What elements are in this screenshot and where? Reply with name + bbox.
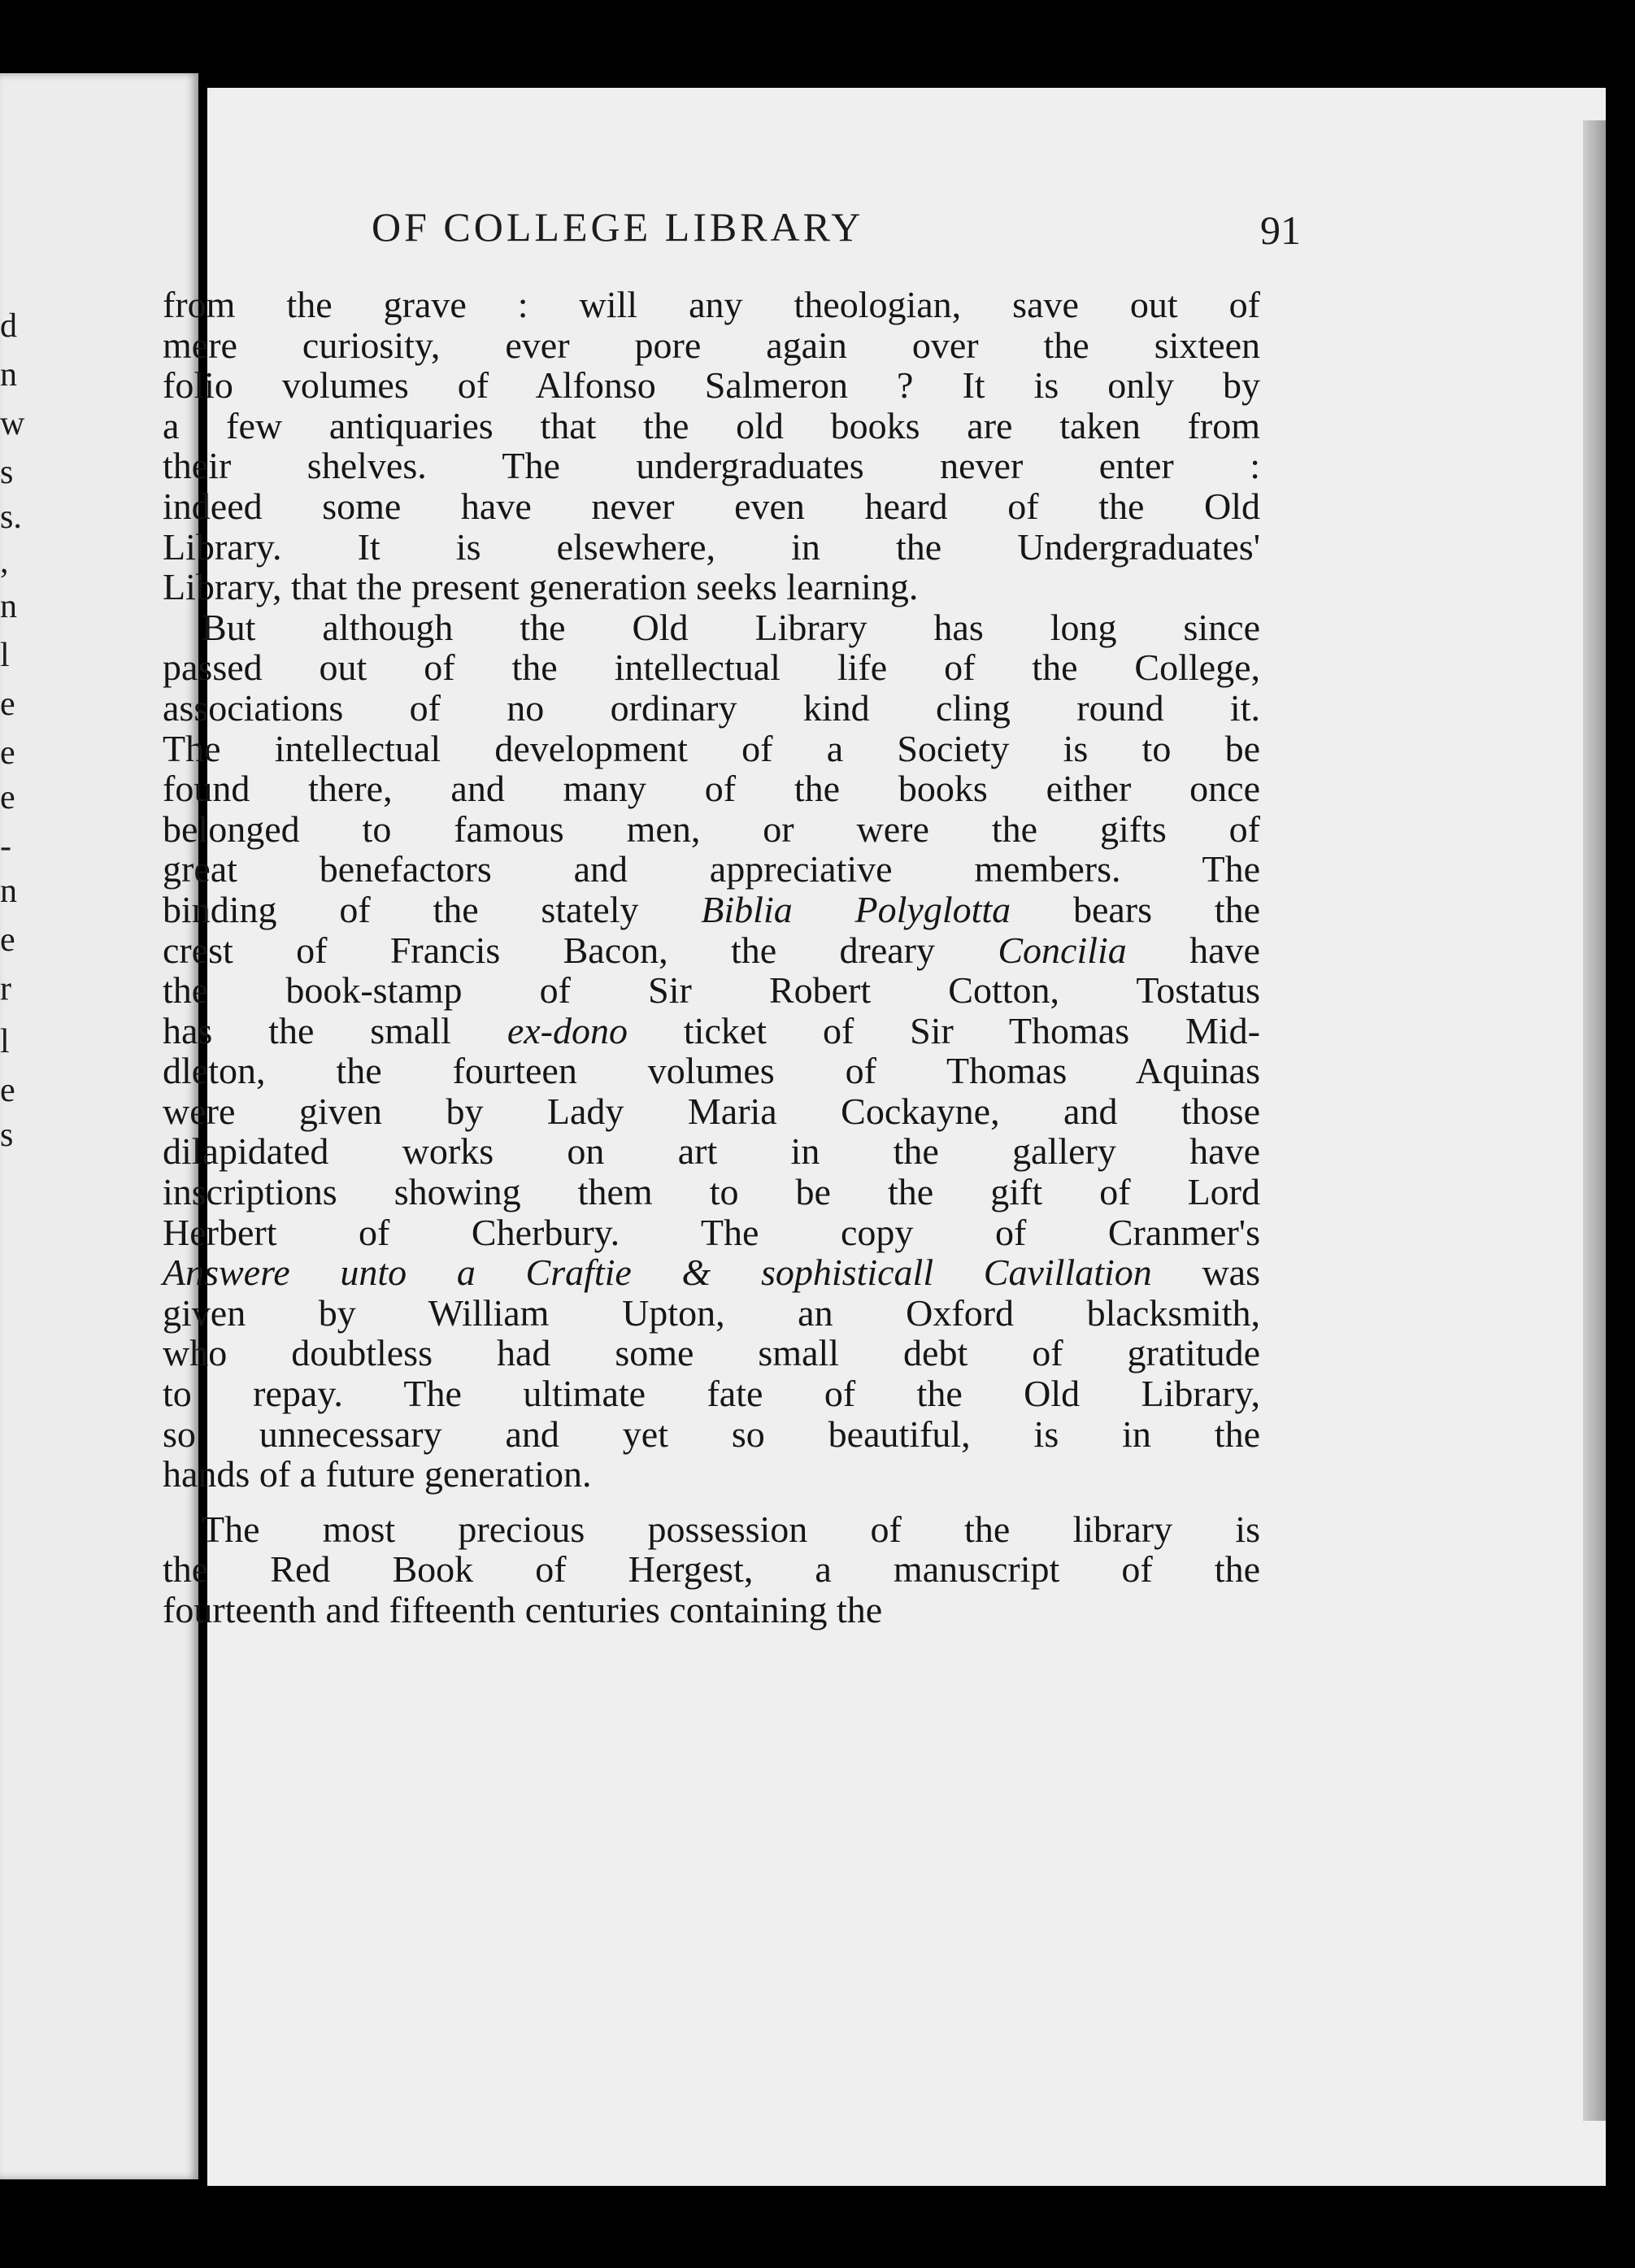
text-line: Answere unto a Craftie & sophisticall Cavillation was xyxy=(163,1252,1260,1294)
text-line: folio volumes of Alfonso Salmeron ? It is only by xyxy=(163,364,1260,407)
left-page-letter: , xyxy=(0,543,9,581)
text-line: found there, and many of the books either once xyxy=(163,768,1260,810)
left-page-letter: n xyxy=(0,873,17,910)
left-page-letter: n xyxy=(0,588,17,625)
text-line: who doubtless had some small debt of gratitude xyxy=(163,1332,1260,1374)
text-line: Herbert of Cherbury. The copy of Cranmer's xyxy=(163,1211,1260,1253)
left-page-letter: s xyxy=(0,1117,14,1154)
page-number: 91 xyxy=(1260,207,1301,253)
left-page-letter: s. xyxy=(0,498,22,536)
left-page-letter: s xyxy=(0,454,14,491)
text-line: the book-stamp of Sir Robert Cotton, Tostatus xyxy=(163,969,1260,1012)
text-line: were given by Lady Maria Cockayne, and those xyxy=(163,1090,1260,1132)
text-line: from the grave : will any theologian, save out of xyxy=(163,284,1260,325)
left-page-letter: l xyxy=(0,1023,10,1060)
paragraph-gap xyxy=(163,1495,1260,1509)
text-line: has the small ex-dono ticket of Sir Thomas Mid- xyxy=(163,1009,1260,1051)
left-page-letter: d xyxy=(0,307,17,345)
text-line: binding of the stately Biblia Polyglotta bears the xyxy=(163,888,1260,930)
text-line: crest of Francis Bacon, the dreary Concilia have xyxy=(163,929,1260,971)
text-line: a few antiquaries that the old books are taken from xyxy=(163,404,1260,446)
paragraph xyxy=(163,285,1260,607)
text-line: The most precious possession of the library is xyxy=(202,1508,1260,1550)
left-page-letter: w xyxy=(0,405,25,442)
text-line: dilapidated works on art in the gallery have xyxy=(163,1130,1260,1173)
paragraph xyxy=(163,1509,1260,1630)
text-line: But although the Old Library has long since xyxy=(202,606,1260,648)
left-page-letter: n xyxy=(0,356,17,394)
text-line: given by William Upton, an Oxford blacksmith, xyxy=(163,1291,1260,1334)
left-page-letter: r xyxy=(0,970,11,1008)
text-line: The intellectual development of a Society is to be xyxy=(163,727,1260,769)
left-page-letter: e xyxy=(0,921,15,959)
text-line: the Red Book of Hergest, a manuscript of the xyxy=(163,1548,1260,1591)
paragraph xyxy=(163,607,1260,1495)
text-line: inscriptions showing them to be the gift of Lord xyxy=(163,1171,1260,1213)
left-page-letter: e xyxy=(0,779,15,816)
text-line: indeed some have never even heard of the Old xyxy=(163,485,1260,527)
left-page-letter: e xyxy=(0,686,15,723)
left-page-letter: - xyxy=(0,828,11,865)
text-line: hands of a future generation. xyxy=(163,1453,592,1495)
running-head xyxy=(372,203,1301,252)
text-line: to repay. The ultimate fate of the Old Library, xyxy=(163,1373,1260,1415)
text-line: mere curiosity, ever pore again over the sixteen xyxy=(163,324,1260,366)
text-line: dleton, the fourteen volumes of Thomas Aquinas xyxy=(163,1050,1260,1092)
left-page-letter: e xyxy=(0,734,15,772)
page-edge-shadow xyxy=(1583,120,1606,2121)
running-title: OF COLLEGE LIBRARY xyxy=(372,204,864,250)
text-line: Library. It is elsewhere, in the Undergraduates' xyxy=(163,525,1260,568)
text-line: fourteenth and fifteenth centuries containing the xyxy=(163,1589,883,1630)
text-line: belonged to famous men, or were the gifts of xyxy=(163,808,1260,850)
text-line: passed out of the intellectual life of the College, xyxy=(163,646,1260,689)
body-text xyxy=(163,285,1260,1630)
text-line: associations of no ordinary kind cling round it. xyxy=(163,686,1260,729)
text-line: so unnecessary and yet so beautiful, is in the xyxy=(163,1413,1260,1455)
left-page-letter: e xyxy=(0,1072,15,1109)
left-page-letter: l xyxy=(0,637,10,674)
text-line: their shelves. The undergraduates never enter : xyxy=(163,445,1260,487)
text-line: great benefactors and appreciative members. The xyxy=(163,848,1260,890)
text-line: Library, that the present generation seeks learning. xyxy=(163,566,919,608)
